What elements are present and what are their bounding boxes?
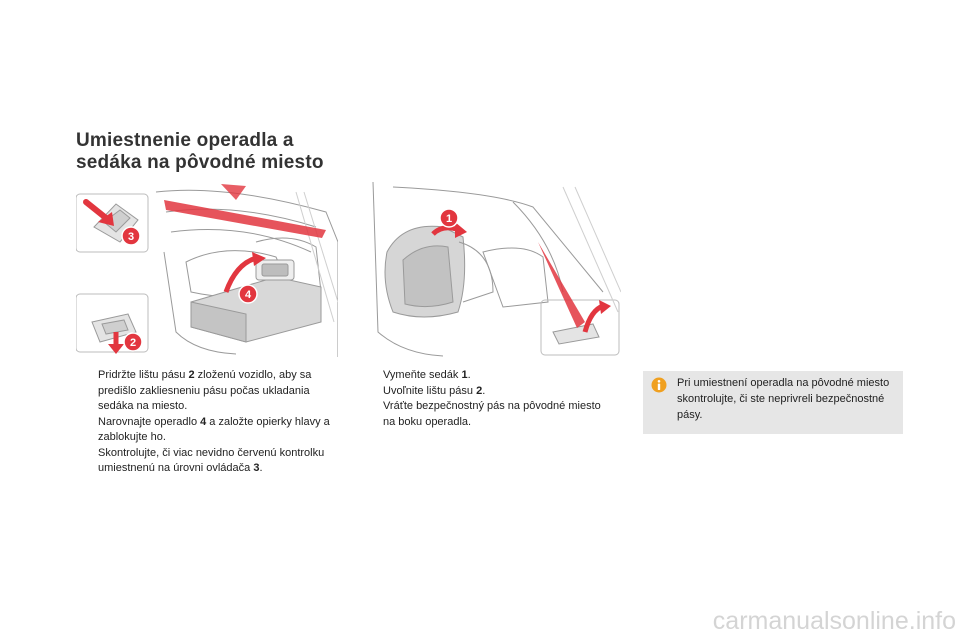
callout-4-label: 4 (244, 289, 252, 301)
callout-2-label: 2 (129, 337, 137, 349)
illustration-seat-cushion (363, 182, 621, 357)
page-title (76, 130, 376, 174)
info-note-box (643, 371, 903, 434)
info-note-text: Pri umiestnení operadla na pôvodné miesto skontrolujte, či ste neprivreli bezpečnostné pásy. (677, 377, 890, 421)
step-item (363, 368, 613, 384)
step-item (78, 446, 348, 477)
step-text: . (467, 369, 471, 381)
callout-1-label: 1 (445, 213, 453, 225)
step-text: . (259, 462, 263, 474)
step-item (78, 415, 348, 446)
step-reference: 2 (188, 369, 195, 381)
page-title-line-1: Umiestnenie operadla a (76, 130, 294, 151)
callout-1 (440, 209, 458, 227)
step-text: a založte opierky hlavy a zablokujte ho. (98, 415, 330, 443)
callout-3-label: 3 (127, 231, 135, 243)
step-item (363, 384, 613, 400)
step-text: Uvoľnite lištu pásu (383, 384, 477, 397)
steps-list-left (78, 368, 348, 477)
callout-4 (239, 285, 257, 303)
info-icon (651, 377, 667, 393)
step-item (363, 399, 613, 430)
step-item (78, 368, 348, 415)
step-text: zloženú vozidlo, aby sa predišlo zakliesneniu pásu počas ukladania sedáka na miesto. (98, 369, 312, 412)
step-text: . (482, 384, 486, 397)
step-text: Pridržte lištu pásu (98, 369, 189, 381)
step-reference: 2 (476, 384, 483, 397)
step-reference: 3 (253, 462, 260, 474)
watermark-text: carmanualsonline.info (712, 607, 956, 635)
step-reference: 4 (200, 415, 207, 428)
step-text: Skontrolujte, či viac nevidno červenú kontrolku umiestnenú na úrovni ovládača (98, 446, 325, 474)
callout-3 (122, 227, 140, 245)
callout-2 (124, 333, 142, 351)
page-title-line-2: sedáka na pôvodné miesto (76, 152, 324, 173)
steps-list-right (363, 368, 613, 430)
step-text: Narovnajte operadlo (98, 415, 201, 428)
illustration-seat-backrest (76, 182, 338, 357)
step-text: Vymeňte sedák (383, 369, 462, 381)
step-text: Vráťte bezpečnostný pás na pôvodné miesto na boku operadla. (383, 400, 601, 428)
step-reference: 1 (461, 369, 468, 381)
